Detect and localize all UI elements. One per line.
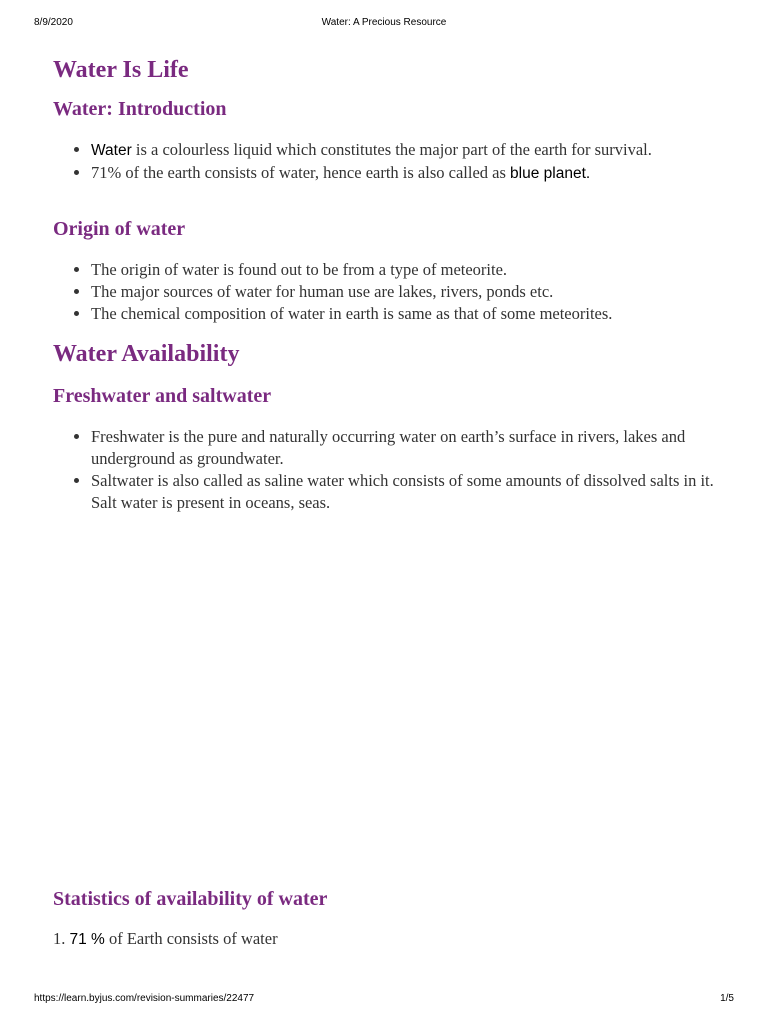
list-item: • The chemical composition of water in earth is same as that of some meteorites. — [91, 303, 723, 325]
print-header — [34, 17, 734, 31]
list-item-text: 71% of the earth consists of water, hence earth is also called as — [91, 163, 511, 182]
article-content — [53, 50, 723, 948]
statistics-list — [53, 928, 278, 951]
list-item — [91, 139, 723, 162]
heading-water-introduction: Water: Introduction — [53, 98, 227, 120]
emphasis-term: 71 % — [69, 931, 105, 948]
list-item-text: of Earth consists of water — [104, 929, 278, 948]
heading-origin-of-water: Origin of water — [53, 218, 186, 240]
print-title: Water: A Precious Resource — [321, 17, 447, 28]
intro-list — [53, 139, 723, 185]
list-item: • The major sources of water for human use are lakes, rivers, ponds etc. — [91, 281, 723, 303]
list-item — [91, 162, 723, 185]
list-item: • Freshwater is the pure and naturally occurring water on earth’s surface in rivers, lakes and underground as groundwater. — [91, 426, 723, 470]
print-footer — [34, 993, 734, 1007]
list-item: • The origin of water is found out to be from a type of meteorite. — [91, 259, 723, 281]
page-number: 1/5 — [720, 993, 734, 1004]
print-url: https://learn.byjus.com/revision-summaries/22477 — [34, 993, 255, 1004]
emphasis-term: Water — [91, 142, 132, 159]
heading-freshwater-and-saltwater: Freshwater and saltwater — [53, 385, 272, 407]
list-number: 1. — [53, 929, 66, 948]
print-date: 8/9/2020 — [34, 17, 73, 28]
emphasis-term: blue planet. — [510, 165, 591, 182]
list-item-text: is a colourless liquid which constitutes the major part of the earth for survival. — [131, 140, 652, 159]
section-title-water-is-life: Water Is Life — [53, 57, 189, 83]
origin-list — [53, 259, 723, 325]
list-item: • Saltwater is also called as saline water which consists of some amounts of dissolved salts in it. Salt water is present in oceans, seas. — [91, 470, 723, 514]
list-item — [53, 928, 278, 951]
section-title-water-availability: Water Availability — [53, 341, 240, 367]
fresh-salt-list — [53, 426, 723, 514]
heading-statistics: Statistics of availability of water — [53, 888, 328, 910]
